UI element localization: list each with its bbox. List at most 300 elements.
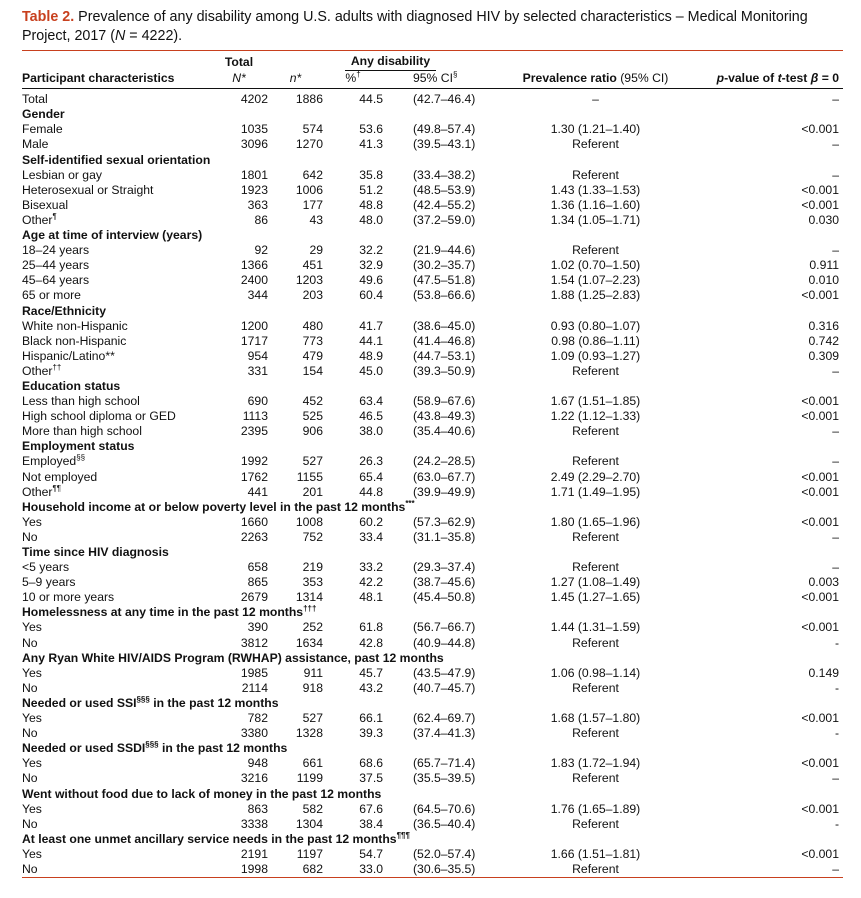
characteristic-cell: No [22, 635, 38, 650]
percent-cell: 54.7 [359, 846, 383, 861]
total-cell: 782 [247, 711, 268, 726]
total-cell: 441 [247, 484, 268, 499]
ci-cell: (41.4–46.8) [413, 333, 476, 348]
percent-cell: 60.2 [359, 514, 383, 529]
p-value-cell: <0.001 [801, 182, 839, 197]
percent-cell: 38.0 [359, 424, 383, 439]
n-cell: 906 [302, 424, 323, 439]
p-value-cell: - [834, 680, 839, 695]
p-value-cell: – [832, 243, 839, 258]
ci-cell: (64.5–70.6) [413, 801, 476, 816]
ci-cell: (35.5–39.5) [413, 771, 476, 786]
table-row [22, 273, 843, 288]
n-cell: 682 [302, 861, 323, 876]
ci-cell: (56.7–66.7) [413, 620, 476, 635]
n-header: n* [289, 71, 302, 86]
total-cell: 1366 [240, 258, 268, 273]
total-cell: 863 [247, 801, 268, 816]
percent-cell: 65.4 [359, 469, 383, 484]
percent-cell: 45.0 [359, 363, 383, 378]
characteristic-cell: Yes [22, 665, 42, 680]
percent-cell: 42.2 [359, 575, 383, 590]
p-value-cell: – [832, 771, 839, 786]
section-label: Needed or used SSDI§§§ in the past 12 months [22, 740, 288, 756]
ci-cell: (37.4–41.3) [413, 726, 476, 741]
total-cell: 92 [254, 243, 268, 258]
table-row [22, 168, 843, 183]
characteristic-cell: No [22, 816, 38, 831]
prevalence-ratio-cell: 1.45 (1.27–1.65) [550, 590, 641, 605]
p-value-cell: <0.001 [801, 469, 839, 484]
total-cell: 1998 [240, 861, 268, 876]
total-cell: 690 [247, 394, 268, 409]
prevalence-ratio-cell: 1.34 (1.05–1.71) [550, 212, 641, 227]
ci-cell: (38.7–45.6) [413, 575, 476, 590]
percent-cell: 43.2 [359, 680, 383, 695]
prevalence-ratio-cell: Referent [572, 137, 619, 152]
section-label: At least one unmet ancillary service needs in the past 12 months¶¶¶ [22, 830, 410, 846]
prevalence-ratio-cell: 2.49 (2.29–2.70) [550, 469, 641, 484]
n-cell: 527 [302, 711, 323, 726]
prevalence-ratio-cell: 1.36 (1.16–1.60) [550, 197, 641, 212]
caption-n: N [114, 28, 126, 44]
p-value-cell: <0.001 [801, 514, 839, 529]
ci-cell: (40.7–45.7) [413, 680, 476, 695]
section-header-row [22, 500, 843, 515]
ci-cell: (57.3–62.9) [413, 514, 476, 529]
table-row [22, 470, 843, 485]
prevalence-ratio-cell: Referent [572, 816, 619, 831]
table-row [22, 847, 843, 862]
table-row [22, 756, 843, 771]
ci-cell: (39.3–50.9) [413, 363, 476, 378]
prevalence-ratio-cell: 1.88 (1.25–2.83) [550, 288, 641, 303]
ci-cell: (45.4–50.8) [413, 590, 476, 605]
p-value-cell: – [832, 560, 839, 575]
percent-cell: 49.6 [359, 273, 383, 288]
table-row [22, 530, 843, 545]
section-label: Time since HIV diagnosis [22, 545, 169, 559]
table-row [22, 515, 843, 530]
characteristic-cell: Yes [22, 711, 42, 726]
n-cell: 911 [303, 665, 323, 680]
n-cell: 480 [302, 318, 323, 333]
n-cell: 1270 [295, 137, 323, 152]
n-cell: 353 [302, 575, 323, 590]
p-value-cell: - [834, 816, 839, 831]
n-cell: 1203 [295, 273, 323, 288]
percent-cell: 44.8 [359, 484, 383, 499]
percent-cell: 33.4 [359, 529, 383, 544]
table-row [22, 364, 843, 379]
p-value-cell: <0.001 [801, 846, 839, 861]
ci-cell: (43.8–49.3) [413, 409, 476, 424]
table-bottom-rule [22, 884, 843, 892]
percent-cell: 37.5 [359, 771, 383, 786]
table-row [22, 334, 843, 349]
total-cell: 3812 [240, 635, 268, 650]
prevalence-ratio-cell: 1.66 (1.51–1.81) [550, 846, 641, 861]
prevalence-ratio-cell: Referent [572, 635, 619, 650]
characteristic-cell: No [22, 680, 38, 695]
prevalence-ratio-cell: 0.93 (0.80–1.07) [550, 318, 641, 333]
n-cell: 773 [302, 333, 323, 348]
p-value-cell: – [832, 454, 839, 469]
n-cell: 642 [302, 167, 323, 182]
section-header-row [22, 379, 843, 394]
ci-cell: (36.5–40.4) [413, 816, 476, 831]
table-row [22, 213, 843, 228]
ci-cell: (42.7–46.4) [413, 92, 476, 107]
total-cell: 3338 [240, 816, 268, 831]
characteristic-cell: Female [22, 122, 63, 137]
table-row [22, 560, 843, 575]
n-cell: 1199 [296, 771, 323, 786]
total-cell: 2400 [240, 273, 268, 288]
p-value-cell: – [832, 363, 839, 378]
ci-cell: (65.7–71.4) [413, 756, 476, 771]
p-value-cell: <0.001 [801, 288, 839, 303]
table-row [22, 137, 843, 152]
prevalence-ratio-cell: Referent [572, 861, 619, 876]
p-value-cell: <0.001 [801, 756, 839, 771]
n-cell: 451 [302, 258, 323, 273]
characteristic-cell: 18–24 years [22, 243, 90, 258]
p-value-cell: <0.001 [801, 484, 839, 499]
characteristic-cell: Yes [22, 801, 42, 816]
percent-cell: 67.6 [359, 801, 383, 816]
ci-cell: (33.4–38.2) [413, 167, 476, 182]
prevalence-ratio-cell: 1.80 (1.65–1.96) [550, 514, 641, 529]
section-label: Education status [22, 378, 121, 393]
total-cell: 1113 [242, 409, 268, 424]
p-value-cell: <0.001 [801, 620, 839, 635]
p-value-cell: <0.001 [801, 801, 839, 816]
table-caption [22, 8, 843, 46]
section-header-row [22, 304, 843, 319]
prevalence-ratio-cell: 1.68 (1.57–1.80) [550, 711, 641, 726]
prevalence-ratio-cell: – [592, 92, 599, 107]
prevalence-ratio-cell: Referent [572, 529, 619, 544]
characteristic-cell: No [22, 726, 38, 741]
total-cell: 4202 [240, 92, 268, 107]
percent-cell: 26.3 [359, 454, 383, 469]
characteristic-cell: No [22, 771, 38, 786]
table-row [22, 711, 843, 726]
prevalence-ratio-cell: Referent [572, 167, 619, 182]
table-row [22, 89, 843, 108]
table-row [22, 726, 843, 741]
n-cell: 1328 [295, 726, 323, 741]
characteristic-cell: Yes [22, 846, 42, 861]
ci-cell: (44.7–53.1) [413, 348, 476, 363]
ci-cell: (31.1–35.8) [413, 529, 476, 544]
total-cell: 1923 [240, 182, 268, 197]
percent-cell: 48.0 [359, 212, 383, 227]
percent-cell: 66.1 [359, 711, 383, 726]
n-cell: 1886 [295, 92, 323, 107]
prevalence-ratio-cell: 1.02 (0.70–1.50) [550, 258, 641, 273]
ci-cell: (29.3–37.4) [413, 560, 476, 575]
characteristic-cell: Other†† [22, 362, 62, 378]
n-cell: 1634 [295, 635, 323, 650]
section-label: Race/Ethnicity [22, 303, 106, 318]
p-value-cell: – [832, 861, 839, 876]
p-value-cell: – [832, 529, 839, 544]
table-row [22, 590, 843, 605]
total-cell: 1985 [240, 665, 268, 680]
prevalence-ratio-cell: 1.71 (1.49–1.95) [550, 484, 641, 499]
ci-cell: (42.4–55.2) [413, 197, 476, 212]
percent-cell: 41.3 [359, 137, 383, 152]
characteristic-cell: Less than high school [22, 394, 140, 409]
n-cell: 29 [309, 243, 323, 258]
total-cell: 1992 [240, 454, 268, 469]
ci-cell: (21.9–44.6) [413, 243, 476, 258]
p-value-cell: - [834, 635, 839, 650]
characteristic-cell: Bisexual [22, 197, 69, 212]
prevalence-ratio-cell: 1.44 (1.31–1.59) [550, 620, 641, 635]
ci-cell: (39.5–43.1) [413, 137, 476, 152]
percent-cell: 38.4 [359, 816, 383, 831]
table-row [22, 666, 843, 681]
table-row [22, 319, 843, 334]
ci-cell: (62.4–69.7) [413, 711, 476, 726]
percent-cell: 48.9 [359, 348, 383, 363]
characteristic-cell: Other¶¶ [22, 483, 62, 499]
percent-cell: 44.1 [359, 333, 383, 348]
characteristic-cell: <5 years [22, 560, 70, 575]
prevalence-ratio-cell: 1.27 (1.08–1.49) [550, 575, 641, 590]
total-cell: 954 [247, 348, 268, 363]
characteristic-cell: Heterosexual or Straight [22, 182, 154, 197]
total-cell: 3380 [240, 726, 268, 741]
table-row [22, 424, 843, 439]
prevalence-ratio-cell: 1.09 (0.93–1.27) [550, 348, 641, 363]
prevalence-ratio-cell: 1.22 (1.12–1.33) [550, 409, 641, 424]
n-cell: 452 [302, 394, 323, 409]
characteristic-cell: 5–9 years [22, 575, 76, 590]
ci-cell: (63.0–67.7) [413, 469, 476, 484]
percent-cell: 46.5 [359, 409, 383, 424]
percent-cell: 48.1 [359, 590, 383, 605]
p-value-cell: 0.316 [808, 318, 839, 333]
n-cell: 752 [302, 529, 323, 544]
header-row-bottom [22, 71, 843, 89]
n-cell: 1008 [295, 514, 323, 529]
total-cell: 658 [247, 560, 268, 575]
n-cell: 1006 [295, 182, 323, 197]
total-cell: 1762 [240, 469, 268, 484]
table-row [22, 454, 843, 469]
prevalence-ratio-cell: Referent [572, 726, 619, 741]
section-header-row [22, 605, 843, 620]
prevalence-ratio-cell: Referent [572, 363, 619, 378]
any-disability-header: Any disability [268, 51, 513, 72]
percent-cell: 53.6 [359, 122, 383, 137]
section-label: Went without food due to lack of money in the past 12 months [22, 786, 382, 801]
total-cell: 390 [247, 620, 268, 635]
section-header-row [22, 696, 843, 711]
total-cell: 331 [247, 363, 268, 378]
n-cell: 582 [302, 801, 323, 816]
section-label: Any Ryan White HIV/AIDS Program (RWHAP) assistance, past 12 months [22, 650, 444, 665]
total-cell: 3216 [240, 771, 268, 786]
ci-cell: (40.9–44.8) [413, 635, 476, 650]
total-cell: 2114 [241, 680, 268, 695]
n-cell: 1314 [295, 590, 323, 605]
section-header-row [22, 545, 843, 560]
prevalence-ratio-cell: 0.98 (0.86–1.11) [551, 333, 640, 348]
table-row [22, 485, 843, 500]
section-header-row [22, 741, 843, 756]
ci-cell: (43.5–47.9) [413, 665, 476, 680]
p-value-cell: – [832, 167, 839, 182]
total-cell: 1660 [240, 514, 268, 529]
p-value-cell: 0.003 [808, 575, 839, 590]
prevalence-ratio-cell: 1.54 (1.07–2.23) [550, 273, 641, 288]
prevalence-ratio-cell: Referent [572, 680, 619, 695]
characteristic-cell: No [22, 529, 38, 544]
n-cell: 252 [302, 620, 323, 635]
characteristic-cell: Not employed [22, 469, 98, 484]
n-cell: 201 [302, 484, 323, 499]
percent-cell: 44.5 [359, 92, 383, 107]
section-header-row [22, 153, 843, 168]
ci-cell: (52.0–57.4) [413, 846, 476, 861]
p-value-cell: <0.001 [801, 409, 839, 424]
characteristic-cell: 45–64 years [22, 273, 90, 288]
percent-cell: 61.8 [359, 620, 383, 635]
section-label: Age at time of interview (years) [22, 228, 203, 243]
characteristic-cell: 65 or more [22, 288, 81, 303]
prevalence-table [22, 50, 843, 878]
characteristic-cell: Hispanic/Latino** [22, 348, 115, 363]
characteristic-cell: Male [22, 137, 49, 152]
n-cell: 525 [302, 409, 323, 424]
section-label: Homelessness at any time in the past 12 months††† [22, 604, 317, 620]
percent-cell: 45.7 [359, 665, 383, 680]
p-value-cell: 0.742 [808, 333, 839, 348]
ci-cell: (48.5–53.9) [413, 182, 476, 197]
prevalence-ratio-cell: 1.30 (1.21–1.40) [550, 122, 641, 137]
caption-n-value: = 4222). [125, 28, 183, 44]
prevalence-ratio-cell: Referent [572, 454, 619, 469]
p-value-header: p-value of t-test β = 0 [716, 71, 839, 86]
ci-cell: (30.2–35.7) [413, 258, 476, 273]
section-label: Self-identified sexual orientation [22, 152, 211, 167]
table-row [22, 771, 843, 786]
total-header: Total [224, 55, 254, 69]
n-cell: 154 [302, 363, 323, 378]
characteristic-cell: Yes [22, 514, 42, 529]
section-header-row [22, 787, 843, 802]
table-body [22, 89, 843, 878]
ci-cell: (39.9–49.9) [413, 484, 476, 499]
total-cell: 86 [254, 212, 268, 227]
section-header-row [22, 832, 843, 847]
p-value-cell: <0.001 [801, 711, 839, 726]
characteristic-cell: 10 or more years [22, 590, 115, 605]
ci-header: 95% CI§ [413, 70, 458, 86]
table-row [22, 575, 843, 590]
n-cell: 661 [302, 756, 323, 771]
table-label: Table 2. [22, 9, 75, 25]
prevalence-ratio-cell: 1.06 (0.98–1.14) [550, 665, 641, 680]
percent-cell: 32.2 [359, 243, 383, 258]
prevalence-ratio-cell: 1.67 (1.51–1.85) [550, 394, 641, 409]
ci-cell: (47.5–51.8) [413, 273, 476, 288]
total-cell: 3096 [240, 137, 268, 152]
ci-cell: (24.2–28.5) [413, 454, 476, 469]
percent-cell: 68.6 [359, 756, 383, 771]
prevalence-ratio-cell: Referent [572, 771, 619, 786]
percent-cell: 41.7 [359, 318, 383, 333]
characteristic-cell: Lesbian or gay [22, 167, 102, 182]
table-row [22, 817, 843, 832]
n-cell: 43 [309, 212, 323, 227]
percent-cell: 48.8 [359, 197, 383, 212]
section-label: Gender [22, 107, 65, 122]
percent-cell: 33.0 [359, 861, 383, 876]
table-row [22, 349, 843, 364]
section-label: Household income at or below poverty level in the past 12 months*** [22, 498, 415, 514]
p-value-cell: <0.001 [801, 197, 839, 212]
p-value-cell: – [832, 424, 839, 439]
total-cell: 2395 [240, 424, 268, 439]
section-label: Needed or used SSI§§§ in the past 12 months [22, 694, 279, 710]
p-value-cell: <0.001 [801, 122, 839, 137]
n-cell: 574 [302, 122, 323, 137]
prevalence-ratio-cell: 1.43 (1.33–1.53) [550, 182, 641, 197]
characteristic-cell: Employed§§ [22, 453, 86, 469]
n-cell: 1197 [296, 846, 323, 861]
p-value-cell: <0.001 [801, 394, 839, 409]
characteristic-cell: Yes [22, 620, 42, 635]
percent-cell: 60.4 [359, 288, 383, 303]
characteristic-cell: 25–44 years [22, 258, 90, 273]
participant-characteristics-header: Participant characteristics [22, 71, 175, 86]
percent-cell: 39.3 [359, 726, 383, 741]
characteristic-cell: White non-Hispanic [22, 318, 128, 333]
percent-cell: 42.8 [359, 635, 383, 650]
p-value-cell: – [832, 92, 839, 107]
table-row [22, 409, 843, 424]
ci-cell: (37.2–59.0) [413, 212, 476, 227]
ci-cell: (53.8–66.6) [413, 288, 476, 303]
characteristic-cell: High school diploma or GED [22, 409, 176, 424]
prevalence-ratio-cell: 1.83 (1.72–1.94) [550, 756, 641, 771]
ci-cell: (58.9–67.6) [413, 394, 476, 409]
total-cell: 2263 [240, 529, 268, 544]
characteristic-cell: No [22, 861, 38, 876]
characteristic-cell: Black non-Hispanic [22, 333, 127, 348]
section-header-row [22, 107, 843, 122]
total-n-header: N* [232, 71, 246, 86]
total-cell: 1717 [240, 333, 268, 348]
total-cell: 865 [247, 575, 268, 590]
section-header-row [22, 439, 843, 454]
section-label: Employment status [22, 439, 135, 454]
table-row [22, 681, 843, 696]
ci-cell: (35.4–40.6) [413, 424, 476, 439]
table-row [22, 620, 843, 635]
percent-cell: 35.8 [359, 167, 383, 182]
p-value-cell: – [832, 137, 839, 152]
p-value-cell: 0.911 [809, 258, 839, 273]
n-cell: 219 [302, 560, 323, 575]
ci-cell: (30.6–35.5) [413, 861, 476, 876]
